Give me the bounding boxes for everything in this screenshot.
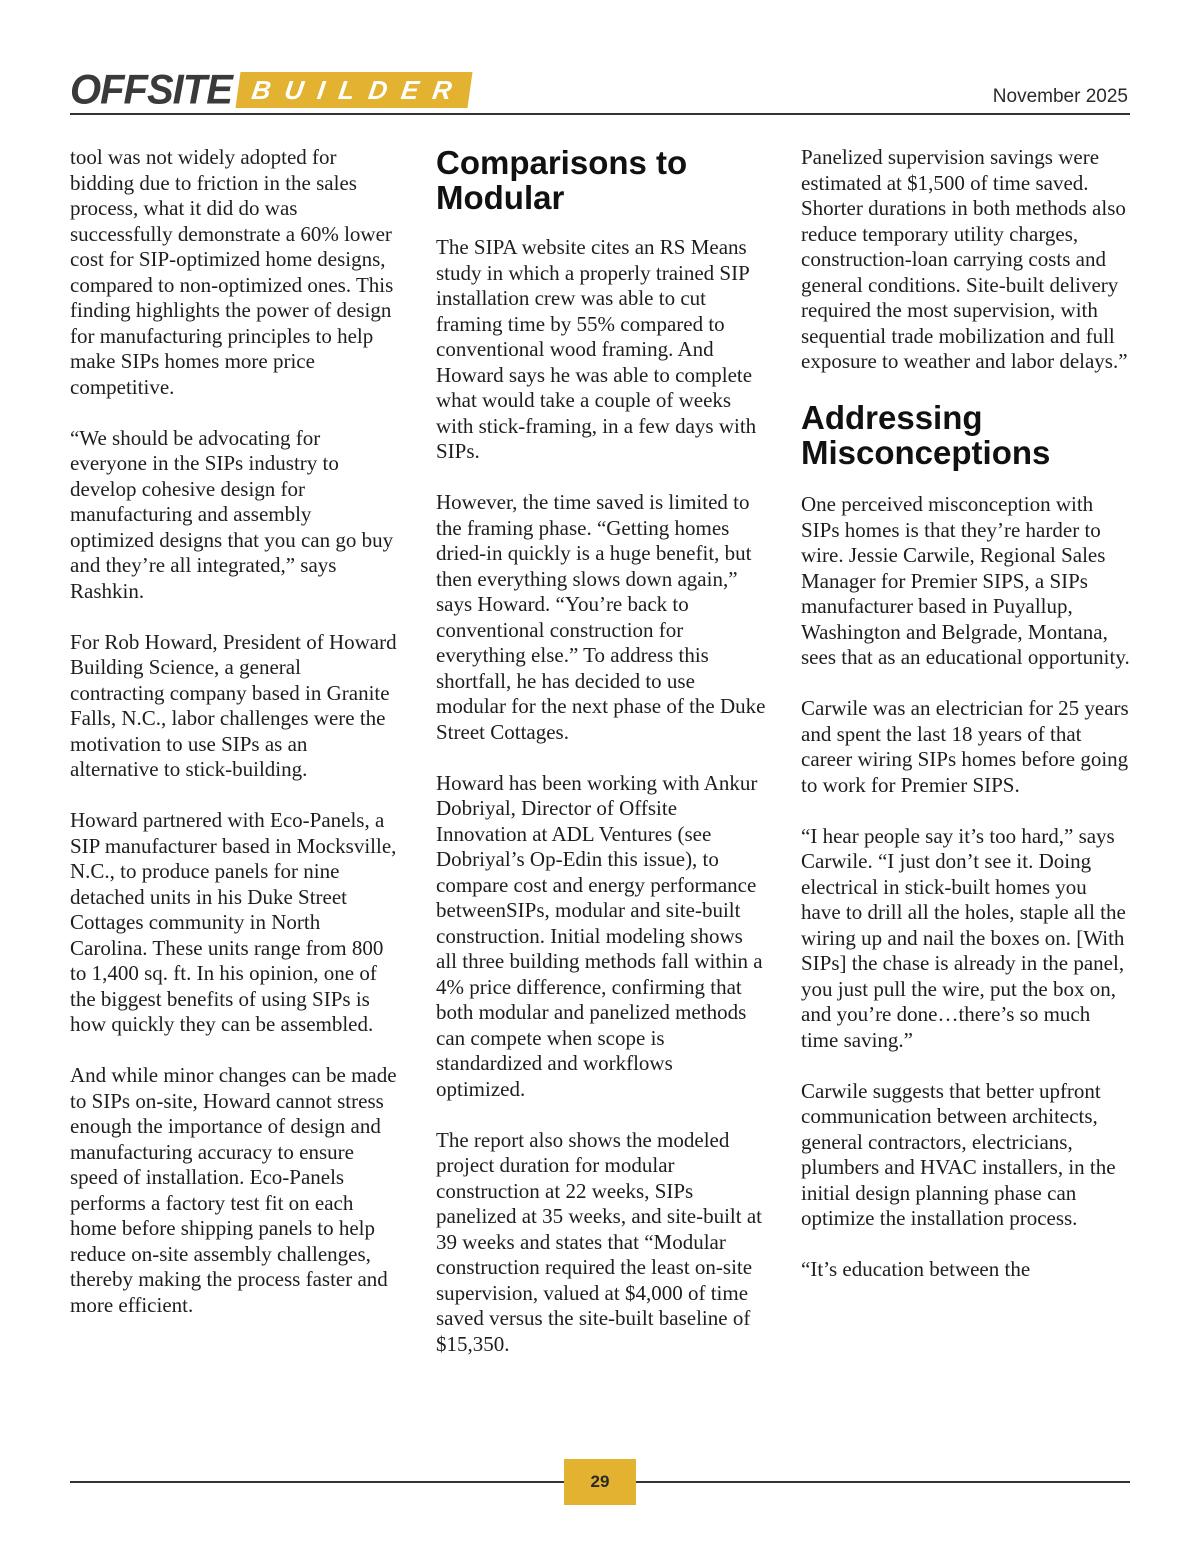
issue-date: November 2025 bbox=[992, 86, 1128, 107]
logo-wordmark-offsite: OFFSITE bbox=[70, 66, 232, 114]
paragraph: “I hear people say it’s too hard,” says Carwile. “I just don’t see it. Doing electrical in stick-built homes you have to drill all the holes, staple all the wiring up and nail the boxes on. [With SIPs] the chase is already in the panel, you just pull the wire, put the box on, and you’re done…there’s so much time saving.” bbox=[801, 823, 1126, 1052]
paragraph: Panelized supervision savings were estimated at $1,500 of time saved. Shorter durations in both methods also reduce temporary utility charges, construction-loan carrying costs and general conditions. Site-built delivery required the most supervision, with sequential trade mobilization and full exposure to weather and labor delays.” bbox=[801, 145, 1128, 373]
paragraph: Carwile suggests that better upfront communication between architects, general contractors, electricians, plumbers and HVAC installers, in the initial design planning phase can optimize the installation process. bbox=[801, 1078, 1116, 1230]
page-number: 29 bbox=[564, 1459, 636, 1505]
header-divider bbox=[70, 113, 1130, 115]
paragraph: Howard partnered with Eco-Panels, a SIP manufacturer based in Mocksville, N.C., to produce panels for nine detached units in his Duke Street Cottages community in North Carolina. These units range from 800 to 1,400 sq. ft. In his opinion, one of the biggest benefits of using SIPs is how quickly they can be assembled. bbox=[70, 808, 397, 1036]
logo-wordmark-builder: BUILDER bbox=[235, 72, 472, 108]
paragraph: Carwile was an electrician for 25 years and spent the last 18 years of that career wiring SIPs homes before going to work for Premier SIPS. bbox=[801, 696, 1129, 797]
paragraph: However, the time saved is limited to the framing phase. “Getting homes dried-in quickly is a huge benefit, but then everything slows down again,” says Howard. “You’re back to conventional construction for everything else.” To address this shortfall, he has decided to use modular for the next phase of the Duke Street Cottages. bbox=[436, 490, 766, 744]
paragraph: The SIPA website cites an RS Means study in which a properly trained SIP installation crew was able to cut framing time by 55% compared to conventional wood framing. And Howard says he was able to complete what would take a couple of weeks with stick-framing, in a few days with SIPs. bbox=[436, 235, 757, 463]
section-heading-misconceptions: Addressing Misconceptions bbox=[801, 399, 1051, 471]
paragraph: “It’s education between the bbox=[801, 1257, 1031, 1281]
article-column-1 bbox=[70, 145, 400, 1344]
section-heading-comparisons: Comparisons to Modular bbox=[436, 144, 688, 216]
article-column-3 bbox=[801, 145, 1131, 1308]
paragraph: And while minor changes can be made to SIPs on-site, Howard cannot stress enough the importance of design and manufacturing accuracy to ensure speed of installation. Eco-Panels performs a factory test fit on each home before shipping panels to help reduce on-site assembly challenges, thereby making the process faster and more efficient. bbox=[70, 1063, 397, 1317]
paragraph: “We should be advocating for everyone in the SIPs industry to develop cohesive design for manufacturing and assembly optimized designs that you can go buy and they’re all integrated,” says Rashkin. bbox=[70, 425, 394, 603]
logo bbox=[70, 66, 469, 114]
paragraph: tool was not widely adopted for bidding due to friction in the sales process, what it did do was successfully demonstrate a 60% lower cost for SIP-optimized home designs, compared to non-optimized ones. This finding highlights the power of design for manufacturing principles to help make SIPs homes more price competitive. bbox=[70, 145, 394, 399]
article-column-2 bbox=[436, 145, 766, 1383]
paragraph: One perceived misconception with SIPs homes is that they’re harder to wire. Jessie Carwile, Regional Sales Manager for Premier SIPS, a SIPs manufacturer based in Puyallup, Washington and Belgrade, Montana, sees that as an educational opportunity. bbox=[801, 492, 1130, 669]
paragraph: For Rob Howard, President of Howard Building Science, a general contracting company based in Granite Falls, N.C., labor challenges were the motivation to use SIPs as an alternative to stick-building. bbox=[70, 629, 397, 781]
paragraph: The report also shows the modeled project duration for modular construction at 22 weeks, SIPs panelized at 35 weeks, and site-built at 39 weeks and states that “Modular construction required the least on-site supervision, valued at $4,000 of time saved versus the site-built baseline of $15,350. bbox=[436, 1127, 762, 1356]
paragraph: Howard has been working with Ankur Dobriyal, Director of Offsite Innovation at ADL Ventures (see Dobriyal’s Op-Edin this issue), to compare cost and energy performance betweenSIPs, modular and site-built construction. Initial modeling shows all three building methods fall within a 4% price difference, confirming that both modular and panelized methods can compete when scope is standardized and workflows optimized. bbox=[436, 770, 763, 1101]
